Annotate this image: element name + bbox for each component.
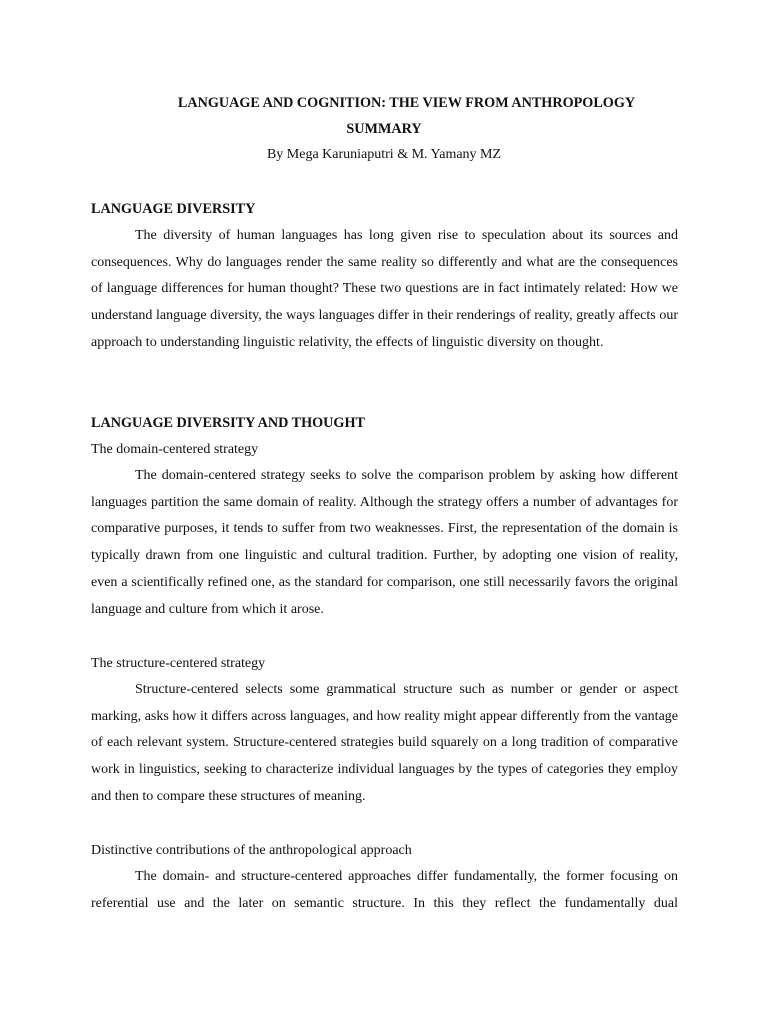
section-heading-language-diversity-thought: LANGUAGE DIVERSITY AND THOUGHT [91, 415, 365, 431]
paragraph-anthropological-contributions: The domain- and structure-centered approaches differ fundamentally, the former focusing on referential use and the later on semantic structure. In this they reflect the fundamentally dual [91, 869, 678, 911]
paragraph-structure-centered: Structure-centered selects some grammatical structure such as number or gender or aspect marking, asks how it differs across languages, and how reality might appear differently from the vantage of each relevant system. Structure-centered strategies build squarely on a long tradition of comparative work in linguistics, seeking to characterize individual languages by the types of categories they employ and then to compare these structures of meaning. [91, 682, 678, 804]
document-subtitle: SUMMARY [346, 121, 422, 137]
section-heading-language-diversity: LANGUAGE DIVERSITY [91, 201, 256, 217]
paragraph-language-diversity: The diversity of human languages has long given rise to speculation about its sources and consequences. Why do languages render the same reality so differently and what are the consequences of language differences for human thought? These two questions are in fact intimately related: How we understand language diversity, the ways languages differ in their renderings of reality, greatly affects our approach to understanding linguistic relativity, the effects of linguistic diversity on thought. [91, 228, 678, 350]
subheading-domain-centered: The domain-centered strategy [91, 442, 259, 457]
subheading-structure-centered: The structure-centered strategy [91, 656, 266, 671]
document-title: LANGUAGE AND COGNITION: THE VIEW FROM ANTHROPOLOGY [177, 95, 636, 111]
paragraph-domain-centered: The domain-centered strategy seeks to solve the comparison problem by asking how different languages partition the same domain of reality. Although the strategy offers a number of advantages for comparative purposes, it tends to suffer from two weaknesses. First, the representation of the domain is typically drawn from one linguistic and cultural tradition. Further, by adopting one vision of reality, even a scientifically refined one, as the standard for comparison, one still necessarily favors the original language and culture from which it arose. [91, 468, 678, 617]
subheading-anthropological-contributions: Distinctive contributions of the anthropological approach [91, 843, 412, 858]
document-byline: By Mega Karuniaputri & M. Yamany MZ [266, 147, 502, 162]
